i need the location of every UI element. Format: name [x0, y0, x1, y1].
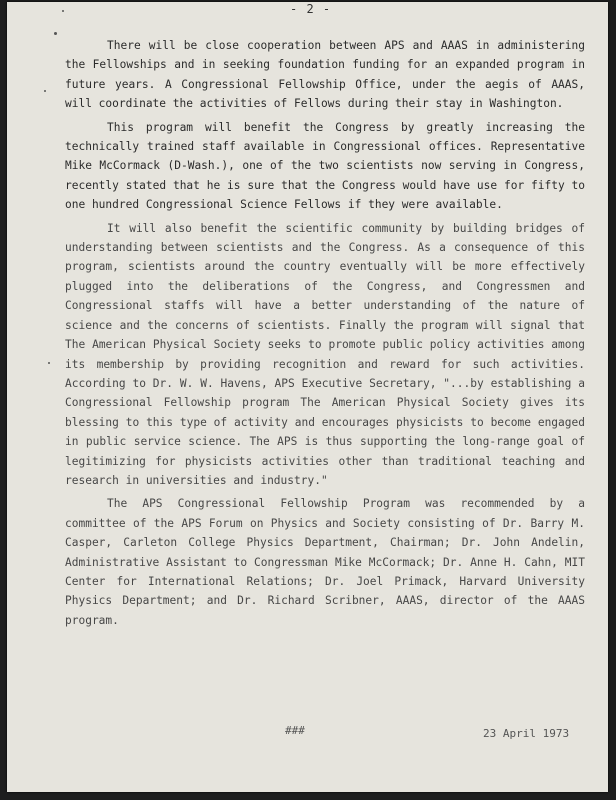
paper-speck [62, 10, 64, 12]
document-date: 23 April 1973 [483, 727, 570, 740]
end-mark: ### [285, 724, 305, 737]
paragraph-scientific-community: It will also benefit the scientific community by building bridges of understanding between scientists and the Congress. As a consequence of this program, scientists around the country eventually will be more effectively plugged into the deliberations of the Congress, and Congressmen and Congressional staffs will have a better understanding of the nature of science and the concerns of scientists. Finally the program will signal that The American Physical Society seeks to promote public policy activities among its membership by providing recognition and reward for such activities. According to Dr. W. W. Havens, APS Executive Secretary, "...by establishing a Congressional Fellowship program The American Physical Society gives its blessing to this type of activity and encourages physicists to become engaged in public service science. The APS is thus supporting the long-range goal of legitimizing for physicists activities other than traditional teaching and research in universities and industry." [65, 221, 585, 487]
paper-speck [48, 362, 50, 364]
page-number: - 2 - [290, 2, 332, 16]
paper-speck [44, 90, 46, 92]
paragraph-congress-benefit: This program will benefit the Congress by greatly increasing the technically trained staff available in Congressional offices. Representative Mike McCormack (D-Wash.), one of the two scientists now serving in Congress, recently stated that he is sure that the Congress would have use for fifty to one hundred Congressional Science Fellows if they were available. [65, 120, 585, 212]
document-page [7, 2, 608, 792]
paragraph-committee: The APS Congressional Fellowship Program was recommended by a committee of the APS Forum on Physics and Society consisting of Dr. Barry M. Casper, Carleton College Physics Department, Chairman; Dr. John Andelin, Administrative Assistant to Congressman Mike McCormack; Dr. Anne H. Cahn, MIT Center for International Relations; Dr. Joel Primack, Harvard University Physics Department; and Dr. Richard Scribner, AAAS, director of the AAAS program. [65, 497, 585, 627]
paper-speck [54, 32, 57, 35]
paragraph-cooperation: There will be close cooperation between APS and AAAS in administering the Fellowships and in seeking foundation funding for an expanded program in future years. A Congressional Fellowship Office, under the aegis of AAAS, will coordinate the activities of Fellows during their stay in Washington. [65, 39, 585, 111]
body-text [65, 36, 585, 634]
